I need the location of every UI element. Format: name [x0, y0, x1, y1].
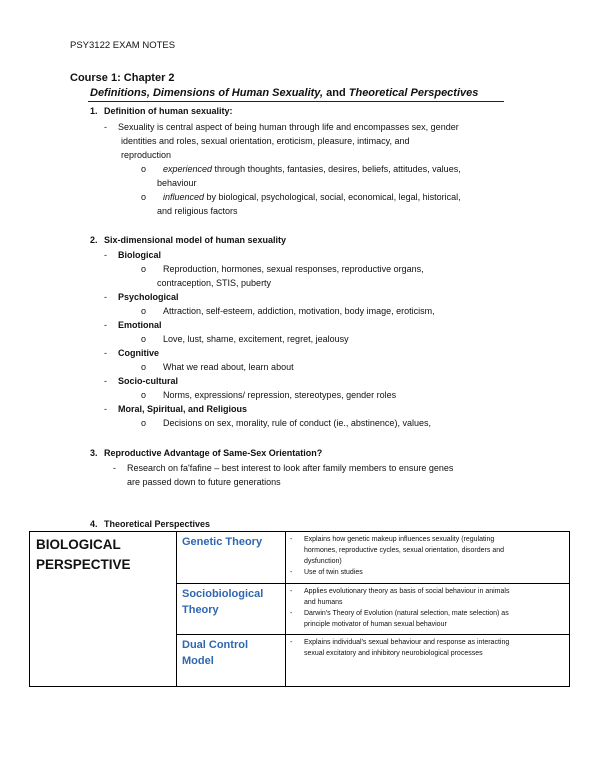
text-line: Decisions on sex, morality, rule of conduct (ie., abstinence), values,	[163, 418, 431, 428]
text-line: Norms, expressions/ repression, stereotypes, gender roles	[163, 390, 397, 400]
dash-marker: -	[113, 463, 116, 473]
dimension-name: Cognitive	[118, 348, 160, 358]
description-text: principle motivator of human sexual behaviour	[304, 620, 447, 628]
text-line: Attraction, self-esteem, addiction, motivation, body image, eroticism,	[163, 306, 435, 316]
text-line: and religious factors	[157, 206, 238, 216]
section-2-heading	[90, 235, 286, 245]
section-title: Definition of human sexuality:	[104, 106, 233, 116]
page-header: PSY3122 EXAM NOTES	[70, 40, 176, 51]
dash-marker: -	[290, 609, 293, 617]
dimension-name: Moral, Spiritual, and Religious	[118, 404, 248, 414]
text-line: identities and roles, sexual orientation, eroticism, pleasure, intimacy, and	[121, 136, 410, 146]
section-4-heading	[90, 519, 210, 529]
description-cell	[286, 532, 570, 584]
description-line	[290, 556, 565, 567]
section-number: 1.	[90, 106, 98, 116]
dash-marker	[290, 545, 304, 556]
dimension-biological	[104, 248, 161, 262]
circle-bullet: o	[141, 192, 147, 202]
text-line: are passed down to future generations	[127, 477, 281, 487]
description-text: Applies evolutionary theory as basis of social behaviour in animals	[304, 587, 510, 595]
chapter-title: Course 1: Chapter 2	[70, 72, 175, 84]
dimension-cognitive	[104, 346, 159, 360]
sub-bullet	[141, 162, 461, 176]
theory-name: Theory	[182, 603, 219, 616]
description-line	[290, 648, 565, 659]
sub-bullet	[141, 304, 435, 318]
dimension-name: Biological	[118, 250, 162, 260]
dash-marker	[290, 597, 304, 608]
section-title: Six-dimensional model of human sexuality	[104, 235, 287, 245]
circle-bullet: o	[141, 362, 147, 372]
circle-bullet: o	[141, 306, 147, 316]
circle-bullet: o	[141, 334, 147, 344]
description-text: Darwin's Theory of Evolution (natural selection, mate selection) as	[304, 609, 509, 617]
description-line	[290, 597, 565, 608]
sub-bullet	[141, 190, 461, 204]
text-line: by biological, psychological, social, economical, legal, historical,	[204, 192, 461, 202]
circle-bullet: o	[141, 264, 147, 274]
circle-bullet: o	[141, 418, 147, 428]
dimension-psychological	[104, 290, 179, 304]
dash-marker: -	[104, 404, 107, 414]
text-line: Research on fa'fafine – best interest to look after family members to ensure genes	[127, 463, 454, 473]
description-line	[290, 567, 565, 578]
dash-marker: -	[290, 587, 293, 595]
theory-name: Sociobiological	[182, 587, 264, 600]
theory-name: Genetic Theory	[182, 536, 263, 548]
dash-marker: -	[104, 348, 107, 358]
section-1-heading	[90, 106, 233, 116]
theory-cell	[177, 635, 286, 687]
text-line: contraception, STIS, puberty	[157, 278, 272, 288]
description-line	[290, 586, 565, 597]
text-line: Sexuality is central aspect of being human through life and encompasses sex, gender	[118, 122, 459, 132]
description-line	[290, 545, 565, 556]
emphasis-text: influenced	[163, 192, 205, 202]
dimension-emotional	[104, 318, 162, 332]
dash-marker: -	[104, 376, 107, 386]
sub-bullet	[141, 262, 424, 276]
description-text: Use of twin studies	[304, 569, 363, 576]
dimension-moral-spiritual-religious	[104, 402, 247, 416]
circle-bullet: o	[141, 164, 147, 174]
text-line: through thoughts, fantasies, desires, beliefs, attitudes, values,	[212, 164, 461, 174]
text-line: What we read about, learn about	[163, 362, 294, 372]
perspective-cell	[30, 532, 177, 687]
dimension-socio-cultural	[104, 374, 178, 388]
description-text: Explains individual's sexual behaviour and response as interacting	[304, 639, 510, 647]
dash-marker	[290, 619, 304, 630]
title-underline	[88, 101, 504, 102]
theoretical-perspectives-table	[29, 531, 570, 687]
text-line: Reproduction, hormones, sexual responses, reproductive organs,	[163, 264, 424, 274]
sub-bullet	[141, 416, 431, 430]
description-line	[290, 608, 565, 619]
dimension-name: Psychological	[118, 292, 179, 302]
description-line	[290, 534, 565, 545]
theory-name: Model	[182, 655, 214, 668]
section-number: 4.	[90, 519, 98, 529]
sub-bullet	[141, 388, 396, 402]
section-number: 3.	[90, 448, 98, 458]
description-line	[290, 637, 565, 648]
theory-cell	[177, 532, 286, 584]
text-line: Love, lust, shame, excitement, regret, jealousy	[163, 334, 349, 344]
dash-marker: -	[104, 292, 107, 302]
subtitle-part-1: Definitions, Dimensions of Human Sexuality,	[90, 87, 324, 99]
dimension-name: Socio-cultural	[118, 376, 179, 386]
circle-bullet: o	[141, 390, 147, 400]
description-text: Explains how genetic makeup influences sexuality (regulating	[304, 536, 495, 543]
sub-bullet	[141, 332, 349, 346]
perspective-label-line: PERSPECTIVE	[36, 557, 131, 572]
sub-bullet	[141, 360, 294, 374]
table-row	[30, 532, 570, 584]
description-cell	[286, 635, 570, 687]
dash-marker: -	[290, 569, 293, 576]
section-3-heading	[90, 448, 322, 458]
dimension-name: Emotional	[118, 320, 162, 330]
description-text: hormones, reproductive cycles, sexual orientation, disorders and	[304, 547, 504, 554]
subtitle-part-2: and	[323, 87, 349, 99]
section-3-bullet	[113, 461, 453, 475]
description-text: dysfunction)	[304, 558, 342, 565]
theory-name: Dual Control	[182, 639, 248, 652]
dash-marker: -	[290, 536, 293, 543]
dash-marker: -	[104, 122, 107, 132]
section-title: Theoretical Perspectives	[104, 519, 211, 529]
emphasis-text: experienced	[163, 164, 213, 174]
perspective-label-line: BIOLOGICAL	[36, 537, 121, 552]
section-number: 2.	[90, 235, 98, 245]
theory-cell	[177, 583, 286, 635]
chapter-subtitle	[90, 87, 478, 99]
description-text: sexual excitatory and inhibitory neurobiological processes	[304, 650, 483, 658]
subtitle-part-3: Theoretical Perspectives	[348, 87, 479, 99]
dash-marker: -	[290, 639, 293, 647]
dash-marker: -	[104, 250, 107, 260]
dash-marker	[290, 556, 304, 567]
description-line	[290, 619, 565, 630]
section-title: Reproductive Advantage of Same-Sex Orientation?	[104, 448, 323, 458]
text-line: reproduction	[121, 150, 172, 160]
dash-marker: -	[104, 320, 107, 330]
text-line: behaviour	[157, 178, 197, 188]
description-cell	[286, 583, 570, 635]
dash-marker	[290, 648, 304, 659]
section-1-bullet	[104, 120, 459, 134]
description-text: and humans	[304, 598, 343, 606]
